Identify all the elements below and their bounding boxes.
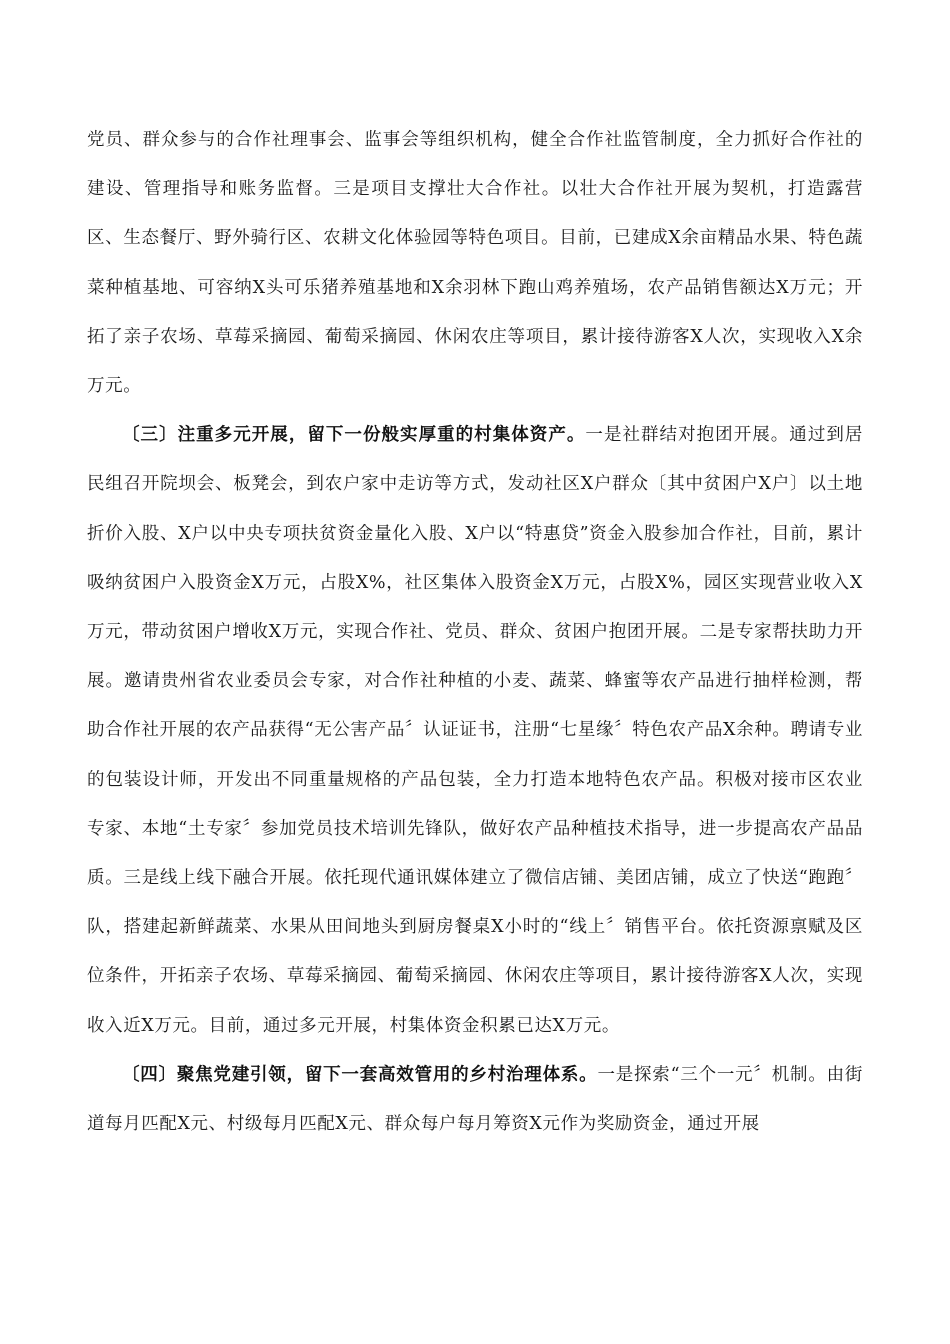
- paragraph-section-four: [87, 1051, 863, 1149]
- section-heading-three: 〔三〕注重多元开展，留下一份般实厚重的村集体资产。: [122, 425, 586, 446]
- section-heading-four: 〔四〕聚焦党建引领，留下一套高效管用的乡村治理体系。: [122, 1064, 598, 1085]
- document-body: [87, 116, 863, 1149]
- paragraph-text: 一是社群结对抱团开展。通过到居民组召开院坝会、板凳会，到农户家中走访等方式，发动社区X户群众〔其中贫困户X户〕以土地折价入股、X户以中央专项扶贫资金量化入股、X户以“特惠贷”资金入股参加合作社，目前，累计吸纳贫困户入股资金X万元，占股X%，社区集体入股资金X万元，占股X%，园区实现营业收入X万元，带动贫困户增收X万元，实现合作社、党员、群众、贫困户抱团开展。二是专家帮扶助力开展。邀请贵州省农业委员会专家，对合作社种植的小麦、蔬菜、蜂蜜等农产品进行抽样检测，帮助合作社开展的农产品获得“无公害产品〞认证证书，注册“七星缘〞特色农产品X余种。聘请专业的包装设计师，开发出不同重量规格的产品包装，全力打造本地特色农产品。积极对接市区农业专家、本地“土专家〞参加党员技术培训先锋队，做好农产品种植技术指导，进一步提高农产品品质。三是线上线下融合开展。依托现代通讯媒体建立了微信店铺、美团店铺，成立了快送“跑跑〞队，搭建起新鲜蔬菜、水果从田间地头到厨房餐桌X小时的“线上〞销售平台。依托资源禀赋及区位条件，开拓亲子农场、草莓采摘园、葡萄采摘园、休闲农庄等项目，累计接待游客X人次，实现收入近X万元。目前，通过多元开展，村集体资金积累已达X万元。: [87, 425, 864, 1036]
- paragraph-continuation: [87, 116, 863, 411]
- paragraph-text: 党员、群众参与的合作社理事会、监事会等组织机构，健全合作社监管制度，全力抓好合作社的建设、管理指导和账务监督。三是项目支撑壮大合作社。以壮大合作社开展为契机，打造露营区、生态餐厅、野外骑行区、农耕文化体验园等特色项目。目前，已建成X余亩精品水果、特色蔬菜种植基地、可容纳X头可乐猪养殖基地和X余羽林下跑山鸡养殖场，农产品销售额达X万元；开拓了亲子农场、草莓采摘园、葡萄采摘园、休闲农庄等项目，累计接待游客X人次，实现收入X余万元。: [87, 130, 863, 397]
- paragraph-section-three: [87, 411, 863, 1051]
- paragraph-text: 一是探索“三个一元〞机制。由街道每月匹配X元、村级每月匹配X元、群众每户每月筹资X元作为奖励资金，通过开展: [87, 1064, 863, 1135]
